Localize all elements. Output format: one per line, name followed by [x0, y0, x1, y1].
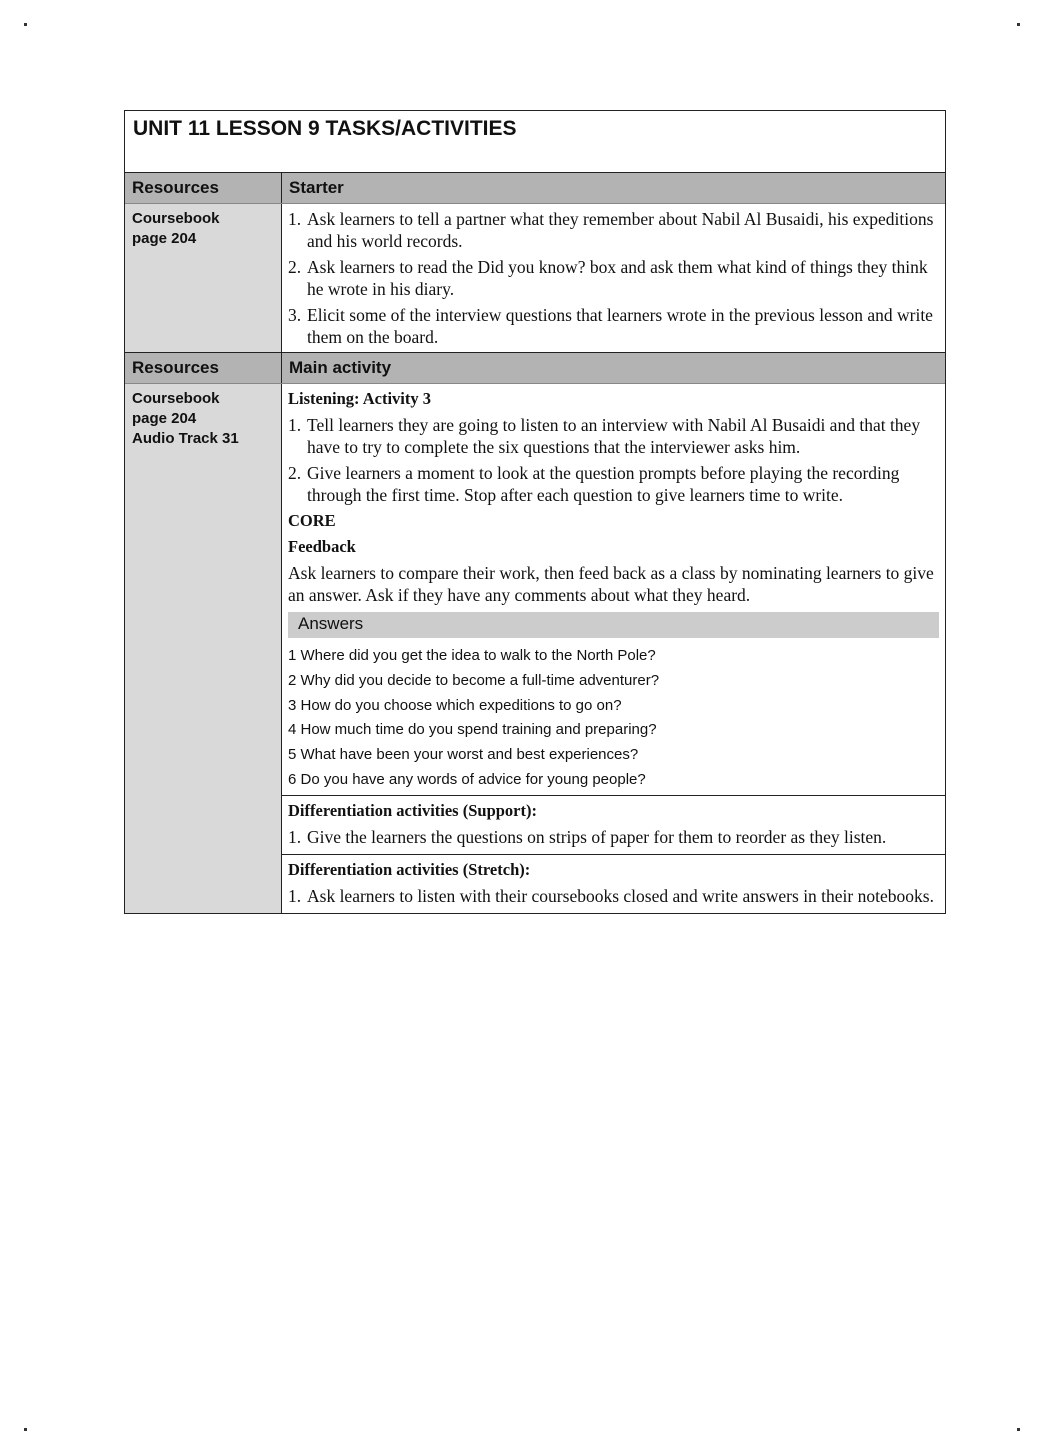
resource-item: Coursebook — [132, 210, 220, 227]
support-block — [282, 795, 945, 854]
main-content — [282, 384, 945, 913]
main-body-row — [125, 384, 945, 913]
main-resources — [125, 384, 282, 913]
activity-title: Listening: Activity 3 — [288, 389, 431, 408]
feedback-label: Feedback — [288, 537, 356, 556]
starter-resources — [125, 204, 282, 352]
starter-step: 2. Ask learners to read the Did you know? box and ask them what kind of things they think he wrote in his diary. — [288, 257, 928, 299]
crop-mark-bottom-right — [1017, 1428, 1020, 1431]
answers-header: Answers — [288, 612, 939, 638]
resource-item: Audio Track 31 — [132, 430, 239, 447]
core-label: CORE — [288, 511, 336, 530]
resources-header: Resources — [125, 173, 282, 203]
crop-mark-bottom-left — [24, 1428, 27, 1431]
answer-item: 3 How do you choose which expeditions to go on? — [288, 696, 622, 714]
resource-item: page 204 — [132, 410, 197, 427]
answer-item: 1 Where did you get the idea to walk to the North Pole? — [288, 647, 656, 664]
resource-item: page 204 — [132, 230, 197, 247]
main-header-row — [125, 353, 945, 384]
crop-mark-top-left — [24, 23, 27, 26]
starter-body-row — [125, 204, 945, 353]
resources-header: Resources — [125, 353, 282, 383]
answer-list — [288, 644, 939, 793]
support-step: 1. Give the learners the questions on strips of paper for them to reorder as they listen. — [288, 826, 887, 847]
feedback-text: Ask learners to compare their work, then feed back as a class by nominating learners to give an answer. Ask if they have any comments about what they heard. — [288, 563, 934, 605]
lesson-table — [124, 110, 946, 914]
page-title: UNIT 11 LESSON 9 TASKS/ACTIVITIES — [125, 111, 945, 173]
resource-item: Coursebook — [132, 390, 220, 407]
answer-item: 4 How much time do you spend training and preparing? — [288, 721, 657, 739]
starter-step: 1. Ask learners to tell a partner what they remember about Nabil Al Busaidi, his expeditions and his world records. — [288, 209, 934, 251]
main-step: 1. Tell learners they are going to listen to an interview with Nabil Al Busaidi and that they have to try to complete the six questions that the interviewer asks him. — [288, 415, 921, 457]
answer-item: 2 Why did you decide to become a full-time adventurer? — [288, 671, 660, 689]
answer-item: 6 Do you have any words of advice for young people? — [288, 770, 646, 788]
starter-step: 3. Elicit some of the interview questions that learners wrote in the previous lesson and write them on the board. — [288, 305, 933, 347]
main-activity-header: Main activity — [289, 358, 392, 377]
stretch-step: 1. Ask learners to listen with their coursebooks closed and write answers in their notebooks. — [288, 885, 934, 906]
main-step: 2. Give learners a moment to look at the question prompts before playing the recording through the first time. Stop after each question to give learners time to write. — [288, 463, 900, 505]
crop-mark-top-right — [1017, 23, 1020, 26]
starter-header-row — [125, 173, 945, 204]
support-title: Differentiation activities (Support): — [288, 800, 537, 820]
stretch-block — [282, 854, 945, 913]
starter-content — [282, 204, 945, 352]
answer-item: 5 What have been your worst and best experiences? — [288, 746, 639, 764]
stretch-title: Differentiation activities (Stretch): — [288, 859, 531, 879]
starter-header: Starter — [289, 178, 344, 197]
